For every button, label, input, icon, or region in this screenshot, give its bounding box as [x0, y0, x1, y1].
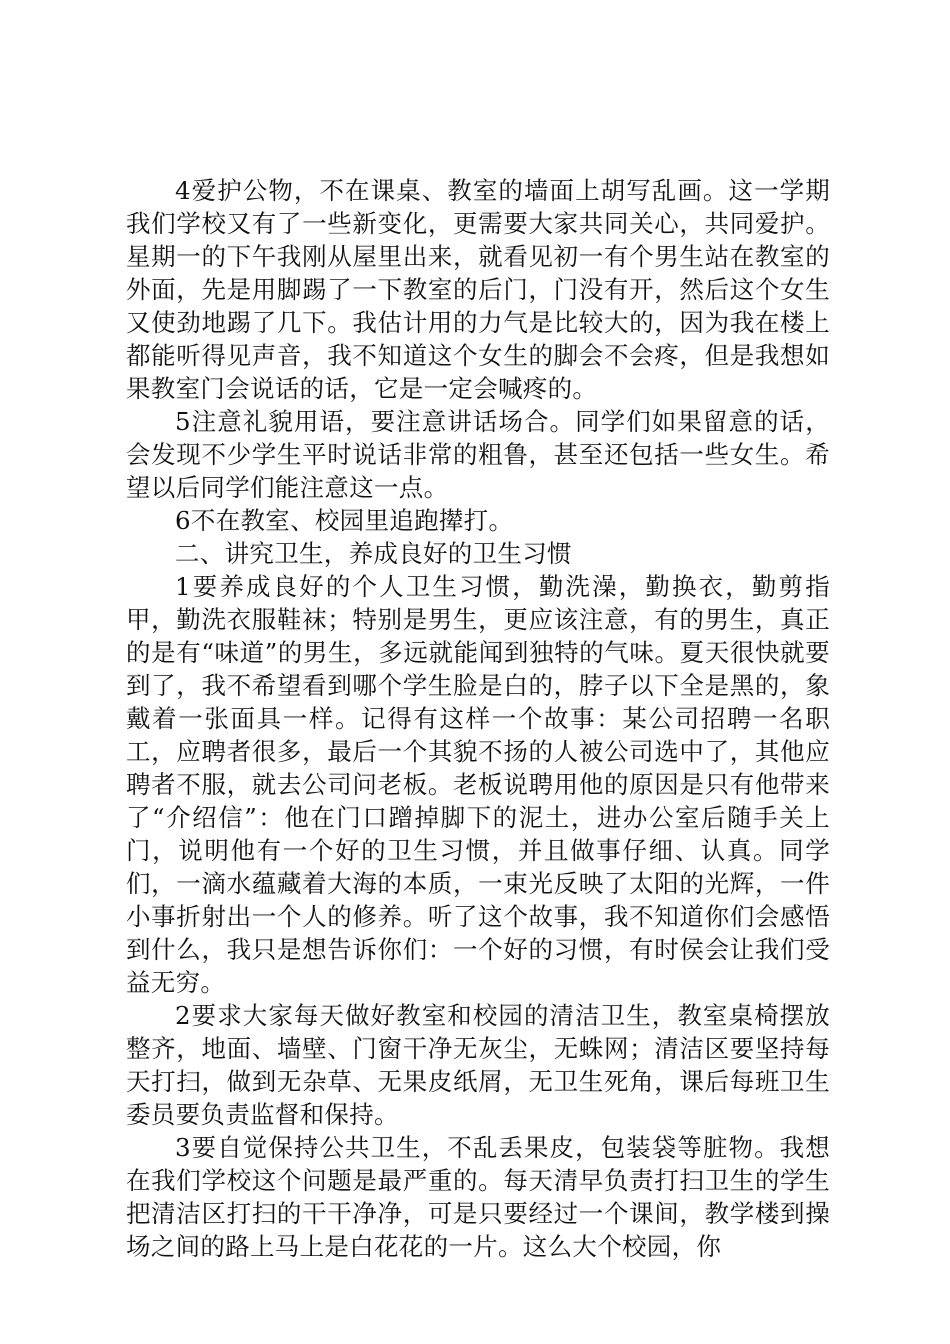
paragraph-classroom-cleaning: 2要求大家每天做好教室和校园的清洁卫生，教室桌椅摆放整齐，地面、墙壁、门窗干净无灰尘，无蛛网；清洁区要坚持每天打扫，做到无杂草、无果皮纸屑，无卫生死角，课后每班卫生委员要负责监督和保持。: [126, 1001, 830, 1129]
paragraph-protect-property: 4爱护公物，不在课桌、教室的墙面上胡写乱画。这一学期我们学校又有了一些新变化，更需要大家共同关心，共同爱护。星期一的下午我刚从屋里出来，就看见初一有个男生站在教室的外面，先是用脚踢了一下教室的后门，门没有开，然后这个女生又使劲地踢了几下。我估计用的力气是比较大的，因为我在楼上都能听得见声音，我不知道这个女生的脚会不会疼，但是我想如果教室门会说话的话，它是一定会喊疼的。: [126, 176, 830, 403]
document-body: [126, 174, 830, 1263]
paragraph-public-hygiene: 3要自觉保持公共卫生，不乱丢果皮，包装袋等脏物。我想在我们学校这个问题是最严重的。每天清早负责打扫卫生的学生把清洁区打扫的干干净净，可是只要经过一个课间，教学楼到操场之间的路上马上是白花花的一片。这么大个校园，你: [126, 1133, 830, 1261]
paragraph-no-chasing: 6不在教室、校园里追跑撵打。: [175, 506, 514, 535]
paragraph-polite-language: 5注意礼貌用语，要注意讲话场合。同学们如果留意的话，会发现不少学生平时说话非常的粗鲁，甚至还包括一些女生。希望以后同学们能注意这一点。: [126, 407, 830, 502]
paragraph-personal-hygiene: 1要养成良好的个人卫生习惯，勤洗澡，勤换衣，勤剪指甲，勤洗衣服鞋袜；特别是男生，更应该注意，有的男生，真正的是有“味道”的男生，多远就能闻到独特的气味。夏天很快就要到了，我不希望看到哪个学生脸是白的，脖子以下全是黑的，象戴着一张面具一样。记得有这样一个故事：某公司招聘一名职工，应聘者很多，最后一个其貌不扬的人被公司选中了，其他应聘者不服，就去公司问老板。老板说聘用他的原因是只有他带来了“介绍信”：他在门口蹭掉脚下的泥土，进办公室后随手关上门，说明他有一个好的卫生习惯，并且做事仔细、认真。同学们，一滴水蕴藏着大海的本质，一束光反映了太阳的光辉，一件小事折射出一个人的修养。听了这个故事，我不知道你们会感悟到什么，我只是想告诉你们：一个好的习惯，有时侯会让我们受益无穷。: [126, 572, 830, 997]
section-heading-hygiene: 二、讲究卫生，养成良好的卫生习惯: [175, 539, 572, 568]
